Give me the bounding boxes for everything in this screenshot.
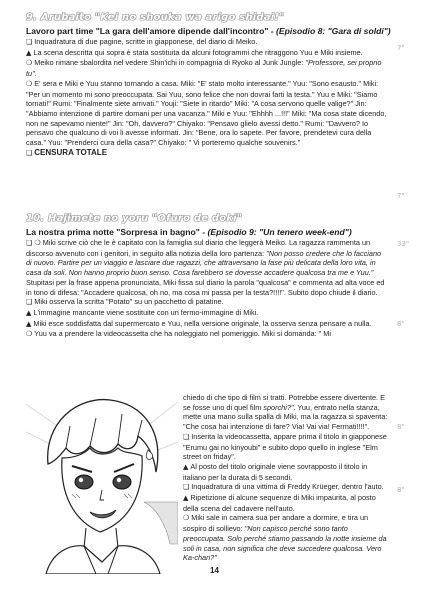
square-symbol-icon: ❑ [26, 38, 33, 46]
section-header-outline: 9. Arubaito "Kei no shouka wa arigo shidai!" [26, 12, 285, 23]
section-body [26, 37, 388, 158]
circle-symbol-icon: ❍ [26, 79, 33, 88]
manga-character-illustration [26, 392, 178, 574]
character-portrait-svg [26, 392, 178, 574]
page-number: 14 [210, 566, 219, 575]
section-episode-8 [26, 12, 391, 158]
square-symbol-icon: ❑ [183, 432, 190, 441]
square-circle-symbol-icon: ❑ ❍ [26, 239, 41, 247]
section-body [26, 238, 388, 340]
subtitle-text: La nostra prima notte "Sorpresa in bagno" [26, 227, 200, 237]
paragraph: ▲ Ripetizione di alcune sequenze di Miki impaurita, al posto della scena del cadavere nell'auto. [183, 493, 376, 513]
margin-timecode: 8" [397, 320, 405, 328]
section-header-outline: 10. Hajimete no yoru "Ofuro de doki" [26, 213, 243, 224]
paragraph: ❍ E' sera e Miki e Yuu stanno tornando a casa. Miki: "E' stato molto interessante." Yuu: "Sono esausto." Miki: "Per un momento mi sono preoccupata. Sai Yuu, sono felice che non dovrai farti la testa." Yuu e Miki: "Siamo tornati!" Rumi: "Finalmente siete arrivati." Youji: "Siete in ritardo" Miki: "A cosa servono quelle valige?" Jin: "Abbiamo intenzione di partire domani per una vacanza." Miki e Yuu: "Ehhhh ...!!!" Miki: "Ma cosa state dicendo, non ne sapevamo niente!" Jin: "Oh, davvero?" Chiyako: "Pensavo glielo avessi detto." Rumi: "Davvero? Io pensavo che qualcuno di voi li avesse informati. Jin: "Bene, ora lo sapete. Per favore, prendetevi cura della casa." Yuu: "Prenderci cura della casa?" Chiyako: " Vi porteremo qualche souvenirs." [26, 78, 387, 148]
paragraph: chiedo di che tipo di film si tratti. Potrebbe essere divertente. E se fosse uno di quel film sporchi?". Yuu, entrato nella stanza, mette una mano sulla spalla di Miki, ma la ragazza si spaventa: "Che cosa hai intenzione di fare? Via! Vai via! Fermati!!!!". [183, 393, 388, 432]
paragraph: ▲ L'immagine mancante viene sostituite con un fermo-immagine di Miki. [26, 307, 259, 317]
paragraph: ❑ Inserita la videocassetta, appare prima il titolo in giapponese "Erumu gai no kinyoubi" e subito dopo quello in inglese "Elm street on friday". [183, 431, 387, 462]
censura-totale: ❑ CENSURA TOTALE [26, 147, 108, 157]
section-subtitle [26, 26, 391, 37]
triangle-symbol-icon: ▲ [26, 48, 32, 57]
triangle-symbol-icon: ▲ [26, 319, 32, 328]
margin-timecode: 8" [397, 423, 405, 431]
square-symbol-icon: ❑ [26, 298, 33, 307]
section-episode-9 [26, 213, 388, 340]
section-subtitle [26, 227, 388, 238]
paragraph: ▲ La scena descritta qui sopra è stata sostituita da alcuni fotogrammi che ritraggono Yuu e Miki insieme. [26, 47, 363, 57]
circle-symbol-icon: ❍ [26, 330, 33, 339]
episode-label: - (Episodio 8: "Gara di soldi") [268, 26, 391, 36]
paragraph: ❍ Miki sale in camera sua per andare a dormire, e tira un sospiro di sollievo: "Non capisco perché sono tanto preoccupata. Solo perché stiamo passando la notte insieme da soli in casa, non significa che deve succedere qualcosa. Vero Ka-chan?" [183, 513, 387, 563]
triangle-symbol-icon: ▲ [183, 494, 189, 503]
paragraph: ❑ ❍ Miki scrive ciò che le è capitato con la famiglia sul diario che leggerà Meiko. La ragazza rammenta un discorso avvenuto con i genitori, in seguito alla notizia della loro partenza: "Non posso credere che lo facciano di nuovo. Partire per un viaggio e lasciare due ragazzi, che attraversano la fase più delicata della loro vita, in casa da soli. Non hanno proprio buon senso. Cosa farebbero se dovesse accadere qualcosa tra me e Yuu." Stupitasi per la frase appena pronunciata, Miki fissa sul diario la parola "qualcosa" e commenta ad alta voce ed in tono di difesa: "Accadere qualcosa, oh no, ma cosa mi passa per la testa?!!!!". Subito dopo chiude il diario. [26, 238, 385, 297]
episode-label: - (Episodio 9: "Un tenero week-end") [199, 227, 352, 237]
paragraph: ▲ Al posto del titolo originale viene sovrapposto il titolo in italiano per la durata di 5 secondi. [183, 461, 368, 482]
square-symbol-icon: ❑ [183, 483, 190, 492]
margin-timecode: 8" [397, 486, 405, 494]
square-symbol-icon: ❑ [26, 148, 33, 157]
circle-symbol-icon: ❍ [183, 514, 190, 523]
margin-timecode: 7" [397, 192, 405, 200]
triangle-symbol-icon: ▲ [26, 308, 32, 317]
margin-timecode: 7" [397, 44, 405, 52]
subtitle-text: Lavoro part time "La gara dell'amore dipende dall'incontro" [26, 26, 269, 36]
margin-timecode: 33" [397, 240, 410, 248]
paragraph: ❍ Yuu va a prendere la videocassetta che ha noleggiato nel pomeriggio. Miki si domanda: " Mi [26, 329, 331, 339]
right-column-body [183, 393, 388, 563]
circle-symbol-icon: ❍ [26, 59, 33, 68]
paragraph: ❑ Inquadratura di una vittima di Freddy Krüeger, dentro l'auto. [183, 482, 384, 492]
triangle-symbol-icon: ▲ [183, 462, 189, 471]
paragraph: ❑ Inquadratura di due pagine, scritte in giapponese, del diario di Meiko. [26, 37, 258, 46]
paragraph: ❍ Meiko rimane sbalordita nel vedere Shin'ichi in compagnia di Ryoko al Junk Jungle: "Professore, sei proprio tu". [26, 58, 382, 79]
paragraph: ❑ Miki osserva la scritta "Potato" su un pacchetto di patatine. [26, 297, 224, 307]
paragraph: ▲ Miki esce soddisfatta dal supermercato e Yuu, nella versione originale, la osserva senza pensare a nulla. [26, 318, 372, 328]
